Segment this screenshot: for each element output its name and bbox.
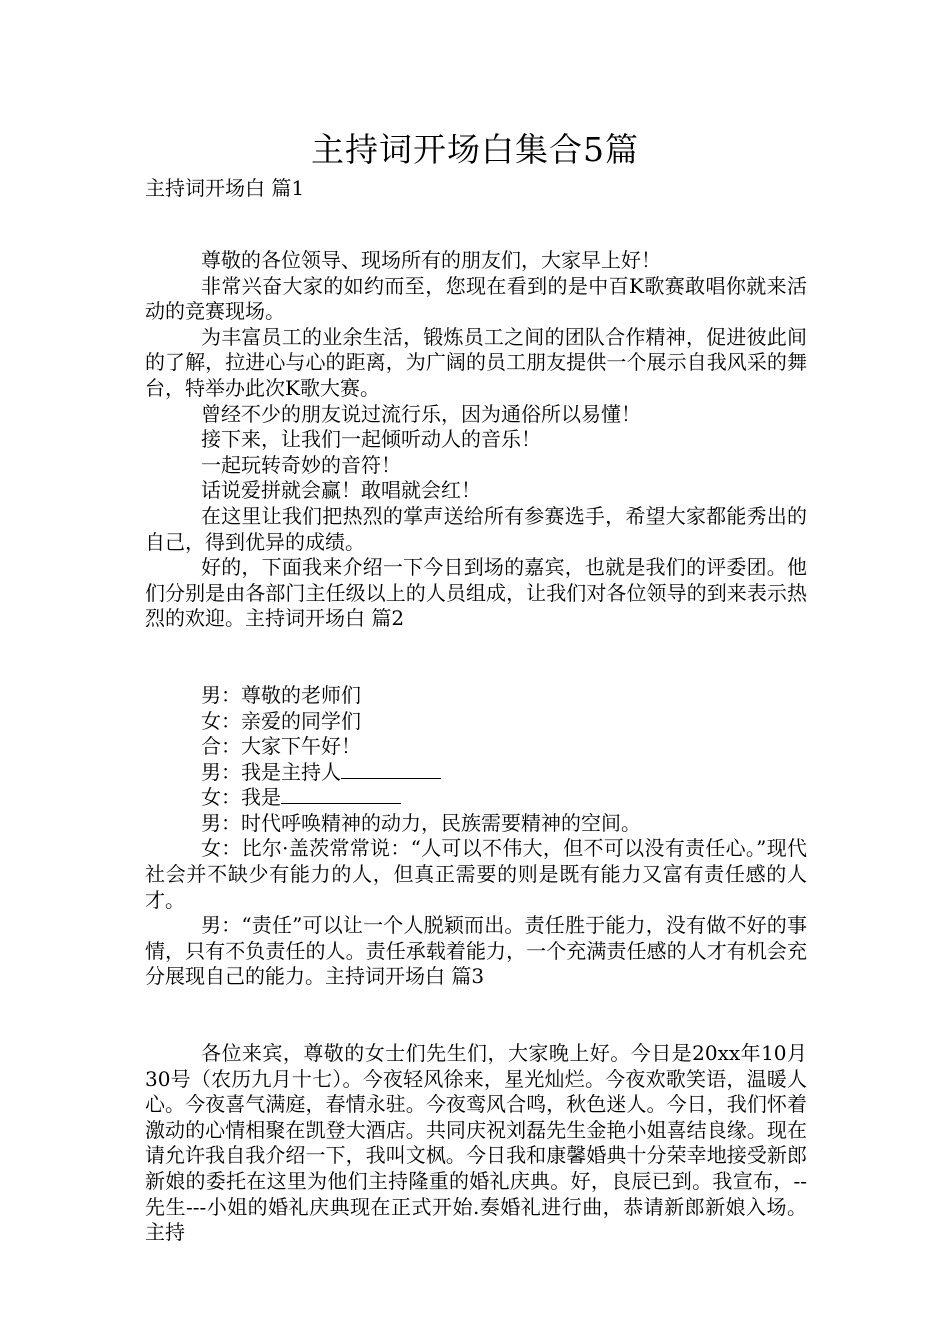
paragraph: 在这里让我们把热烈的掌声送给所有参赛选手，希望大家都能秀出的自己，得到优异的成绩。	[145, 503, 807, 554]
dialogue-line: 男：尊敬的老师们	[201, 682, 361, 707]
paragraph: 话说爱拼就会赢！敢唱就会红！	[201, 478, 481, 503]
section-heading-2: 主持词开场白 篇2	[245, 606, 405, 631]
dialogue-text: 男：“责任”可以让一个人脱颖而出。责任胜于能力，没有做不好的事情，只有不负责任的人。责任承载着能力，一个充满责任感的人才有机会充分展现自己的能力。	[145, 913, 807, 989]
dialogue-line: 女：亲爱的同学们	[201, 708, 361, 733]
name-blank	[341, 760, 441, 779]
paragraph-with-heading	[145, 555, 807, 632]
dialogue-line	[145, 760, 807, 786]
dialogue-line-with-heading	[145, 913, 807, 990]
dialogue-text: 男：我是主持人	[201, 759, 341, 784]
document-body	[145, 248, 807, 1246]
paragraph: 各位来宾，尊敬的女士们先生们，大家晚上好。今日是20xx年10月30号（农历九月十七）。今夜轻风徐来，星光灿烂。今夜欢歌笑语，温暖人心。今夜喜气满庭，春情永驻。今夜鸾风合鸣，秋色迷人。今日，我们怀着激动的心情相聚在凯登大酒店。共同庆祝刘磊先生金艳小姐喜结良缘。现在请允许我自我介绍一下，我叫文枫。今日我和康馨婚典十分荣幸地接受新郎新娘的委托在这里为他们主持隆重的婚礼庆典。好，良辰已到。我宣布，--先生---小姐的婚礼庆典现在正式开始.奏婚礼进行曲，恭请新郎新娘入场。主持	[145, 1041, 807, 1245]
paragraph: 一起玩转奇妙的音符！	[201, 452, 401, 477]
section-heading-3: 主持词开场白 篇3	[325, 964, 485, 989]
dialogue-line	[145, 785, 807, 811]
spacer	[145, 632, 807, 683]
name-blank	[281, 785, 401, 804]
paragraph: 尊敬的各位领导、现场所有的朋友们，大家早上好！	[201, 248, 661, 272]
paragraph: 接下来，让我们一起倾听动人的音乐！	[201, 427, 541, 452]
dialogue-line: 女：比尔·盖茨常常说：“人可以不伟大，但不可以没有责任心。”现代社会并不缺少有能力的人，但真正需要的则是既有能力又富有责任感的人才。	[145, 836, 807, 912]
paragraph-text: 好的，下面我来介绍一下今日到场的嘉宾，也就是我们的评委团。他们分别是由各部门主任级以上的人员组成，让我们对各位领导的到来表示热烈的欢迎。	[145, 555, 807, 631]
dialogue-line: 合：大家下午好！	[201, 734, 361, 759]
section-heading-1: 主持词开场白 篇1	[145, 176, 305, 200]
paragraph: 非常兴奋大家的如约而至，您现在看到的是中百K歌赛敢唱你就来活动的竞赛现场。	[145, 273, 807, 324]
spacer	[145, 990, 807, 1041]
paragraph: 曾经不少的朋友说过流行乐，因为通俗所以易懂！	[201, 401, 641, 426]
paragraph: 为丰富员工的业余生活，锻炼员工之间的团队合作精神，促进彼此间的了解，拉进心与心的距离，为广阔的员工朋友提供一个展示自我风采的舞台，特举办此次K歌大赛。	[145, 324, 807, 400]
dialogue-text: 女：我是	[201, 785, 281, 810]
dialogue-line: 男：时代呼唤精神的动力，民族需要精神的空间。	[201, 810, 641, 835]
document-title: 主持词开场白集合5篇	[311, 130, 639, 169]
